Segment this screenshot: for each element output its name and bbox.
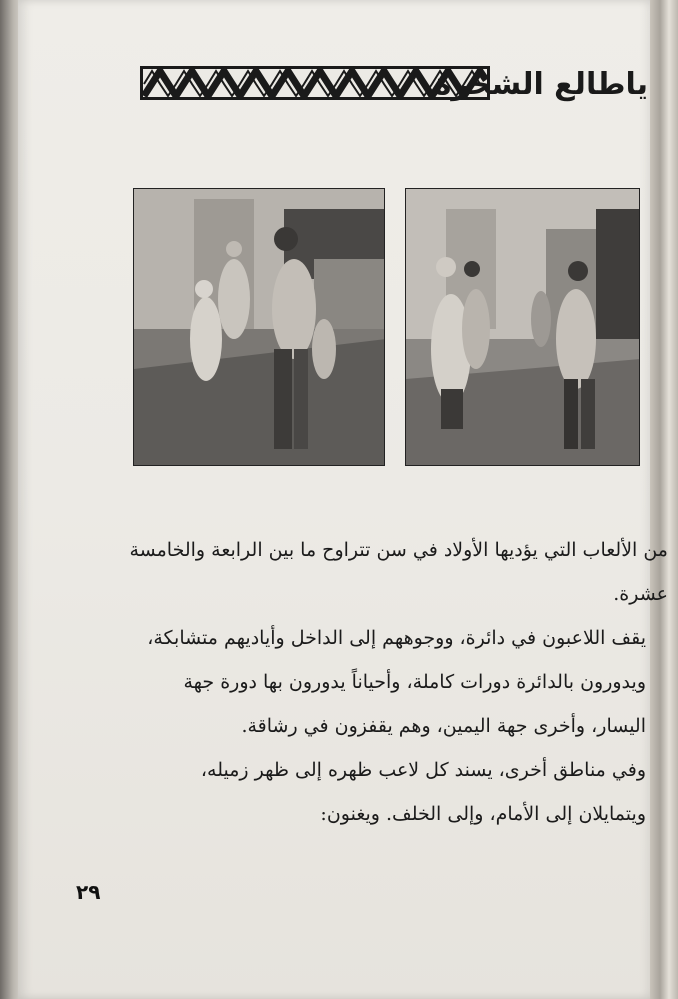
paragraph: من الألعاب التي يؤديها الأولاد في سن تتراوح ما بين الرابعة والخامسة عشرة.	[129, 539, 668, 605]
photo-children-circle	[405, 188, 640, 466]
chapter-title: ياطالع الشجرة	[433, 67, 648, 102]
chapter-header	[140, 58, 660, 116]
page-number: ٢٩	[76, 880, 101, 904]
paragraph: يقف اللاعبون في دائرة، ووجوههم إلى الداخل وأياديهم متشابكة، ويدورون بالدائرة دورات كاملة، وأحياناً يدورون بها دورة جهة اليسار، وأخرى جهة اليمين، وهم يقفزون في رشاقة.	[147, 627, 646, 737]
book-page-edges	[648, 0, 678, 999]
paragraph: وفي مناطق أخرى، يسند كل لاعب ظهره إلى ظهر زميله، ويتمايلان إلى الأمام، وإلى الخلف. ويغنون:	[200, 759, 646, 825]
book-page	[18, 0, 668, 999]
body-text	[128, 528, 668, 836]
photo-children-dancing	[133, 188, 385, 466]
